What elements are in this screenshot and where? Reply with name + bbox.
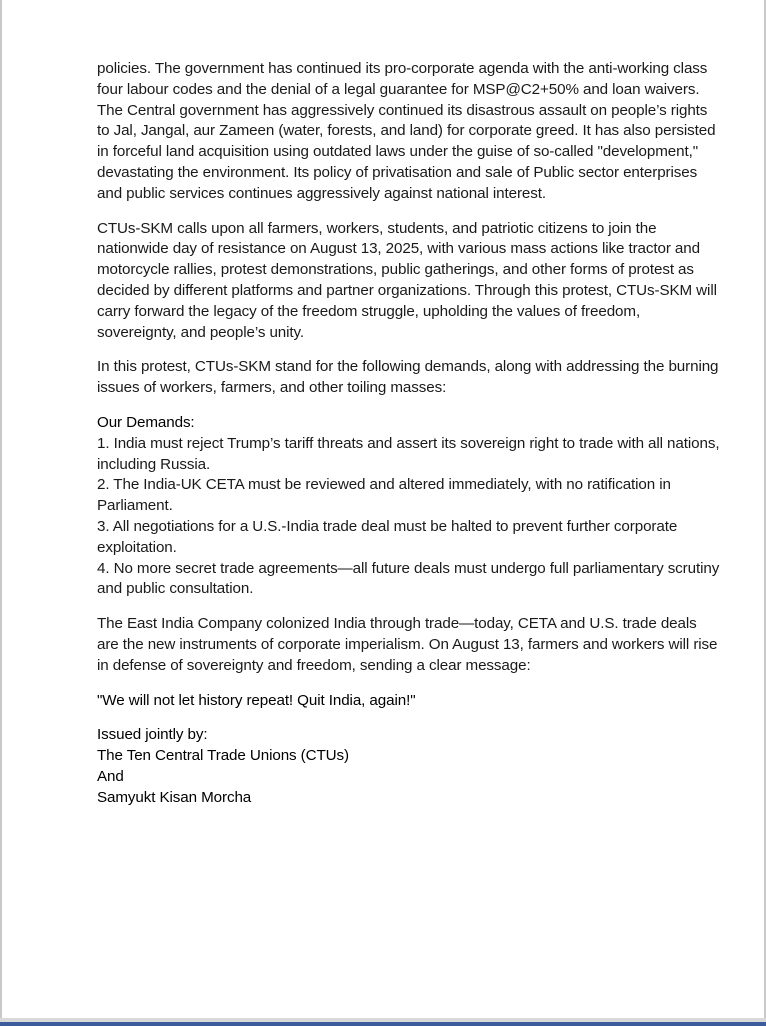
paragraph-call-to-action: CTUs-SKM calls upon all farmers, workers, students, and patriotic citizens to join the nationwide day of resistance on August 13, 2025, with various mass actions like tractor and motorcycle rallies, protest demonstrations, public gatherings, and other forms of protest as decided by different platforms and partner organizations. Through this protest, CTUs-SKM will carry forward the legacy of the freedom struggle, upholding the values of freedom, sovereignty, and people’s unity.: [97, 219, 717, 341]
signature-block: [97, 725, 722, 808]
viewer-bottom-accent: [0, 1022, 766, 1026]
document-page: [97, 59, 722, 809]
demands-heading: Our Demands:: [97, 413, 195, 431]
demand-item: 3. All negotiations for a U.S.-India trade deal must be halted to prevent further corporate exploitation.: [97, 517, 678, 556]
page-border-left: [0, 0, 2, 1026]
signature-conjunction: And: [97, 767, 124, 785]
paragraph-demands-intro: In this protest, CTUs-SKM stand for the following demands, along with addressing the burning issues of workers, farmers, and other toiling masses:: [97, 358, 719, 397]
slogan: "We will not let history repeat! Quit India, again!": [97, 691, 416, 709]
signature-org-ctus: The Ten Central Trade Unions (CTUs): [97, 747, 349, 765]
signature-org-skm: Samyukt Kisan Morcha: [97, 788, 252, 806]
demand-item: 1. India must reject Trump’s tariff threats and assert its sovereign right to trade with all nations, including Russia.: [97, 434, 720, 473]
demand-item: 2. The India-UK CETA must be reviewed and altered immediately, with no ratification in Parliament.: [97, 476, 671, 515]
demand-item: 4. No more secret trade agreements—all future deals must undergo full parliamentary scrutiny and public consultation.: [97, 559, 720, 598]
paragraph-policies: policies. The government has continued its pro-corporate agenda with the anti-working class four labour codes and the denial of a legal guarantee for MSP@C2+50% and loan waivers. The Central government has aggressively continued its disastrous assault on people’s rights to Jal, Jangal, aur Zameen (water, forests, and land) for corporate greed. It has also persisted in forceful land acquisition using outdated laws under the guise of so-called "development," devastating the environment. Its policy of privatisation and sale of Public sector enterprises and public services continues aggressively against national interest.: [97, 60, 716, 202]
signature-issued-by: Issued jointly by:: [97, 726, 208, 744]
demands-list: [97, 434, 722, 600]
paragraph-closing: The East India Company colonized India through trade—today, CETA and U.S. trade deals are the new instruments of corporate imperialism. On August 13, farmers and workers will rise in defense of sovereignty and freedom, sending a clear message:: [97, 615, 718, 674]
